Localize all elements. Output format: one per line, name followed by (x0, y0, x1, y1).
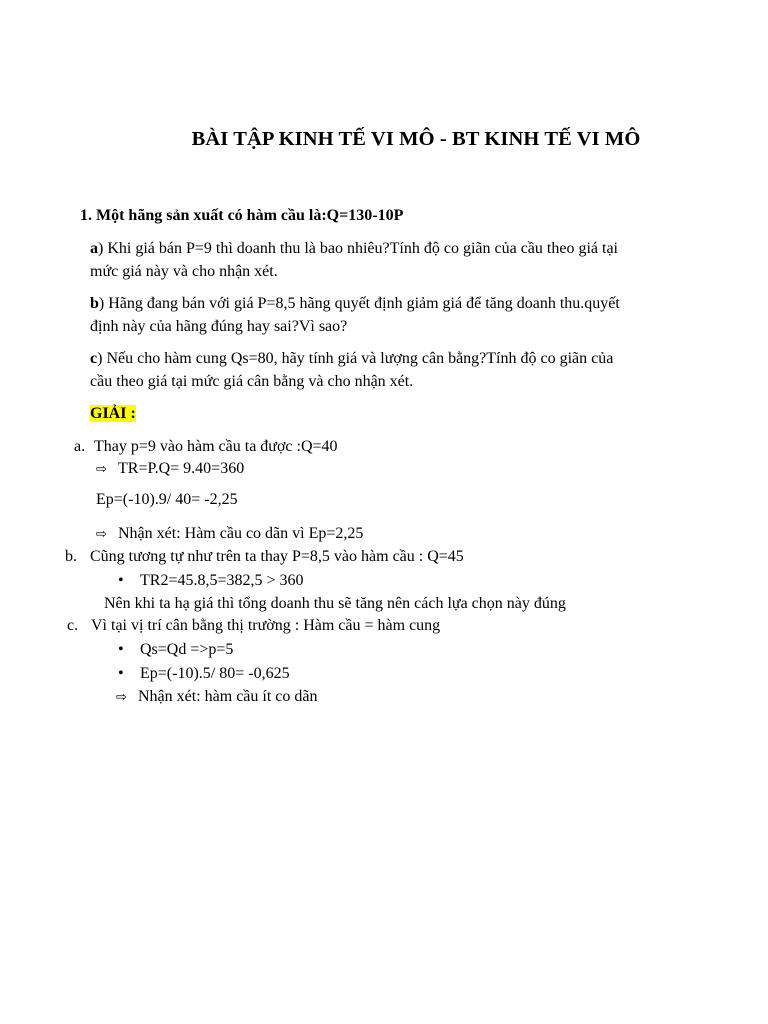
question-number: 1. (80, 207, 92, 224)
bullet-icon: • (118, 572, 124, 589)
question-text: Một hãng sản xuất có hàm cầu là:Q=130-10P (96, 207, 404, 224)
solution-a-line2 (96, 459, 244, 480)
part-c-text: ) Nếu cho hàm cung Qs=80, hãy tính giá và lượng cân bằng?Tính độ co giãn của (97, 350, 614, 367)
solution-a-line1 (74, 437, 338, 457)
part-b-line2: định này của hãng đúng hay sai?Vì sao? (90, 318, 348, 335)
solution-c-line3 (118, 664, 290, 684)
solution-heading-text: GIẢI : (90, 405, 136, 422)
solution-c-text3: Ep=(-10).5/ 80= -0,625 (140, 665, 290, 682)
solution-b-text2: TR2=45.8,5=382,5 > 360 (140, 572, 304, 589)
arrow-right-icon: ⇨ (96, 462, 107, 477)
solution-c-text4: Nhận xét: hàm cầu ít co dãn (138, 688, 318, 705)
part-a-line1 (90, 239, 618, 259)
solution-c-line4 (116, 687, 318, 708)
solution-b-line2 (118, 571, 304, 591)
solution-c-marker: c. (67, 617, 79, 634)
solution-a-line3: Ep=(-10).9/ 40= -2,25 (96, 491, 238, 508)
part-a-label: a (90, 240, 98, 257)
solution-a-text4: Nhận xét: Hàm cầu co dãn vì Ep=2,25 (118, 525, 364, 542)
part-a-text: ) Khi giá bán P=9 thì doanh thu là bao nhiêu?Tính độ co giãn của cầu theo giá tại (98, 240, 618, 257)
part-c-line2: cầu theo giá tại mức giá cân bằng và cho nhận xét. (90, 373, 414, 390)
arrow-right-icon: ⇨ (96, 527, 107, 542)
part-c-label: c (90, 350, 98, 367)
solution-heading (90, 404, 136, 424)
solution-c-line1 (67, 616, 440, 636)
arrow-right-icon: ⇨ (116, 690, 127, 705)
bullet-icon: • (118, 641, 124, 658)
solution-a-marker: a. (74, 438, 86, 455)
solution-b-line3: Nên khi ta hạ giá thì tổng doanh thu sẽ tăng nên cách lựa chọn này đúng (104, 595, 566, 612)
part-b-label: b (90, 295, 99, 312)
part-b-line1 (90, 294, 620, 314)
part-c-line1 (90, 349, 613, 369)
solution-a-text2: TR=P.Q= 9.40=360 (118, 460, 245, 477)
solution-a-text1: Thay p=9 vào hàm cầu ta được :Q=40 (94, 438, 338, 455)
solution-a-line4 (96, 524, 363, 545)
solution-b-text1: Cũng tương tự như trên ta thay P=8,5 vào hàm cầu : Q=45 (90, 548, 464, 565)
question-1 (80, 206, 403, 226)
part-b-text: ) Hãng đang bán với giá P=8,5 hãng quyết định giảm giá để tăng doanh thu.quyết (98, 295, 620, 312)
solution-b-line1 (65, 547, 464, 567)
bullet-icon: • (118, 665, 124, 682)
solution-c-text1: Vì tại vị trí cân bằng thị trường : Hàm cầu = hàm cung (91, 617, 441, 634)
part-a-line2: mức giá này và cho nhận xét. (90, 263, 278, 280)
solution-c-text2: Qs=Qd =>p=5 (140, 641, 234, 658)
page-title: BÀI TẬP KINH TẾ VI MÔ - BT KINH TẾ VI MÔ (191, 128, 641, 150)
solution-b-marker: b. (65, 548, 77, 565)
solution-c-line2 (118, 640, 233, 660)
